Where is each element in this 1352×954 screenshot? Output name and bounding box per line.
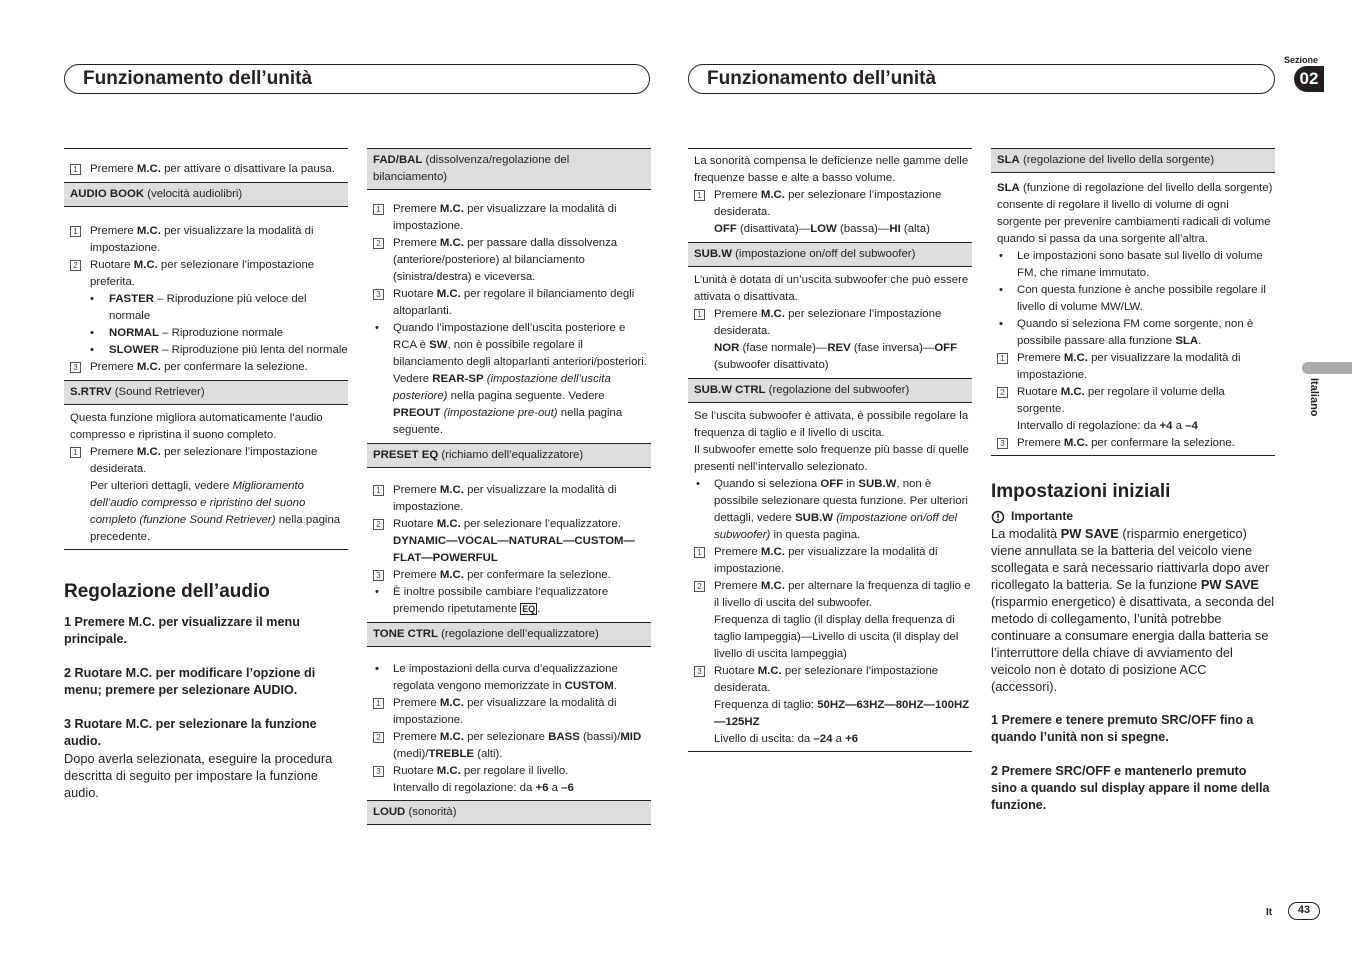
bullet-icon: •	[999, 250, 1003, 262]
step-item: 1 Premere M.C. per visualizzare la modalità di impostazione.	[991, 350, 1275, 384]
paragraph: Dopo averla selezionata, eseguire la procedura descritta di seguito per impostare la funzione audio.	[64, 751, 333, 800]
function-tab-fad-bal: FAD/BAL (dissolvenza/regolazione del bilanciamento)	[367, 148, 651, 190]
list-item: • Le impostazioni sono basate sul livello di volume FM, che rimane immutato.	[991, 248, 1275, 282]
step-item: 1 Premere M.C. per selezionare l’impostazione desiderata. NOR (fase normale)—REV (fase inversa)—OFF (subwoofer disattivato)	[688, 306, 972, 374]
function-tab-sla: SLA (regolazione del livello della sorgente)	[991, 148, 1275, 173]
step-item: 2 Premere M.C. per selezionare BASS (bassi)/MID (medi)/TREBLE (alti).	[367, 729, 651, 763]
function-tab-sub-w-ctrl: SUB.W CTRL (regolazione del subwoofer)	[688, 378, 972, 403]
step-number-icon: 1	[694, 309, 705, 320]
step-number-icon: 3	[997, 438, 1008, 449]
list-item: • NORMAL – Riproduzione normale	[64, 325, 348, 342]
step-item: 3 Ruotare M.C. per selezionare l’impostazione desiderata. Frequenza di taglio: 50HZ—63HZ—80HZ—100HZ—125HZ Livello di uscita: da –24 a +6	[688, 663, 972, 748]
bullet-icon: •	[90, 327, 94, 339]
paragraph: Questa funzione migliora automaticamente l’audio compresso e ripristina il suono completo.	[70, 412, 323, 441]
step-number-icon: 2	[997, 387, 1008, 398]
paragraph: Se l’uscita subwoofer è attivata, è possibile regolare la frequenza di taglio e il livello di uscita.	[694, 410, 969, 439]
step-number-icon: 3	[373, 766, 384, 777]
paragraph: SLA (funzione di regolazione del livello della sorgente) consente di regolare il livello di volume di ogni sorgente per prevenire cambiamenti radicali di volume quando si passa da una sorgente all’altra.	[997, 182, 1273, 245]
step-item: 1 Premere M.C. per visualizzare la modalità di impostazione.	[367, 201, 651, 235]
step-item: 1 Premere M.C. per visualizzare la modalità di impostazione.	[688, 544, 972, 578]
step-item: 3 Premere M.C. per confermare la selezione.	[991, 435, 1275, 452]
step-item: 1 Premere M.C. per visualizzare la modalità di impostazione.	[367, 695, 651, 729]
step-number-icon: 3	[70, 362, 81, 373]
step-number-icon: 3	[694, 666, 705, 677]
list-item: • SLOWER – Riproduzione più lenta del normale	[64, 342, 348, 359]
sezione-label: Sezione	[1284, 55, 1319, 65]
step-number-icon: 1	[70, 226, 81, 237]
bullet-icon: •	[90, 293, 94, 305]
step-item: 3 Ruotare M.C. per regolare il bilanciamento degli altoparlanti.	[367, 286, 651, 320]
step-number-icon: 3	[373, 289, 384, 300]
column-3	[688, 148, 972, 752]
bullet-icon: •	[696, 478, 700, 490]
page-number: 43	[1288, 902, 1320, 920]
list-item: • FASTER – Riproduzione più veloce del normale	[64, 291, 348, 325]
step-number-icon: 1	[70, 447, 81, 458]
function-tab-srtrv: S.RTRV (Sound Retriever)	[64, 380, 348, 405]
list-item: • Le impostazioni della curva d’equalizzazione regolata vengono memorizzate in CUSTOM.	[367, 661, 651, 695]
step-item: 1 Premere M.C. per selezionare l’impostazione desiderata.	[64, 444, 348, 478]
section-number-badge: 02	[1294, 66, 1324, 92]
procedure-step: 1 Premere e tenere premuto SRC/OFF fino a quando l’unità non si spegne.	[991, 713, 1254, 744]
step-item: 1 Premere M.C. per visualizzare la modalità di impostazione.	[367, 482, 651, 516]
step-item: 1 Premere M.C. per visualizzare la modalità di impostazione.	[64, 223, 348, 257]
list-item: • Quando si seleziona FM come sorgente, non è possibile passare alla funzione SLA.	[991, 316, 1275, 350]
step-number-icon: 1	[997, 353, 1008, 364]
column-4	[991, 148, 1275, 814]
step-item: 2 Premere M.C. per alternare la frequenza di taglio e il livello di uscita del subwoofer. Frequenza di taglio (il display della frequenza di taglio lampeggia)—Livello di uscita (il display del livello di uscita lampeggia)	[688, 578, 972, 663]
column-2	[367, 148, 651, 833]
language-label: Italiano	[1308, 378, 1320, 417]
procedure-step: 2 Premere SRC/OFF e mantenerlo premuto sino a quando sul display appare il nome della funzione.	[991, 764, 1270, 812]
paragraph: L’unità è dotata di un’uscita subwoofer che può essere attivata o disattivata.	[694, 274, 969, 303]
list-item: • È inoltre possibile cambiare l’equalizzatore premendo ripetutamente EQ .	[367, 584, 651, 618]
list-item: • Quando l’impostazione dell’uscita posteriore e RCA è SW, non è possibile regolare il bilanciamento degli altoparlanti anteriori/posteriori. Vedere REAR-SP (impostazione dell’uscita posteriore) nella pagina seguente. Vedere PREOUT (impostazione pre-out) nella pagina seguente.	[367, 320, 651, 439]
step-item: 3 Ruotare M.C. per regolare il livello. Intervallo di regolazione: da +6 a –6	[367, 763, 651, 797]
important-icon	[991, 510, 1011, 524]
list-item: • Con questa funzione è anche possibile regolare il livello di volume MW/LW.	[991, 282, 1275, 316]
language-tab	[1302, 362, 1352, 374]
procedure-step: 3 Ruotare M.C. per selezionare la funzione audio.	[64, 717, 317, 748]
eq-button-icon: EQ	[522, 604, 536, 614]
paragraph: La sonorità compensa le deficienze nelle gamme delle frequenze basse e alte a basso volume.	[694, 155, 969, 184]
reference-note: Per ulteriori dettagli, vedere Miglioramento dell’audio compresso e ripristino del suono completo (funzione Sound Retriever) nella pagina precedente.	[90, 480, 341, 543]
function-tab-tone-ctrl: TONE CTRL (regolazione dell’equalizzatore)	[367, 622, 651, 647]
column-1	[64, 148, 348, 801]
step-number-icon: 3	[373, 570, 384, 581]
procedure-step: 1 Premere M.C. per visualizzare il menu principale.	[64, 615, 300, 646]
step-item: 3 Premere M.C. per confermare la selezione.	[367, 567, 651, 584]
step-number-icon: 2	[373, 238, 384, 249]
step-item: 3 Premere M.C. per confermare la selezione.	[64, 359, 348, 376]
important-note-header	[991, 508, 1275, 525]
list-item: • Quando si seleziona OFF in SUB.W, non è possibile selezionare questa funzione. Per ulteriori dettagli, vedere SUB.W (impostazione on/off del subwoofer) in questa pagina.	[688, 476, 972, 544]
step-item: 1 Premere M.C. per selezionare l’impostazione desiderata. OFF (disattivata)—LOW (bassa)—HI (alta)	[688, 187, 972, 238]
step-number-icon: 1	[373, 204, 384, 215]
step-item: 1 Premere M.C. per attivare o disattivare la pausa.	[64, 161, 348, 178]
important-label: Importante	[1011, 509, 1074, 523]
bullet-icon: •	[999, 318, 1003, 330]
page-language: It	[1266, 907, 1273, 918]
heading-regolazione-audio: Regolazione dell’audio	[64, 581, 270, 602]
step-number-icon: 2	[70, 260, 81, 271]
step-item: 2 Ruotare M.C. per regolare il volume della sorgente. Intervallo di regolazione: da +4 a –4	[991, 384, 1275, 435]
step-number-icon: 2	[373, 732, 384, 743]
bullet-icon: •	[375, 322, 379, 334]
function-tab-preset-eq: PRESET EQ (richiamo dell’equalizzatore)	[367, 443, 651, 468]
paragraph: La modalità PW SAVE (risparmio energetico) viene annullata se la batteria del veicolo viene scollegata e sarà necessario riattivarla dopo aver ricollegato la batteria. Se la funzione PW SAVE (risparmio energetico) è disattivata, a seconda del metodo di collegamento, l’unità potrebbe continuare a consumare energia dalla batteria se l’interruttore della chiave di avviamento del veicolo non è dotato di posizione ACC (accessori).	[991, 526, 1275, 694]
function-tab-loud: LOUD (sonorità)	[367, 800, 651, 825]
section-header-right: Funzionamento dell’unità	[688, 64, 1275, 94]
step-item: 2 Premere M.C. per passare dalla dissolvenza (anteriore/posteriore) al bilanciamento (sinistra/destra) e viceversa.	[367, 235, 651, 286]
function-tab-audio-book: AUDIO BOOK (velocità audiolibri)	[64, 182, 348, 207]
bullet-icon: •	[999, 284, 1003, 296]
paragraph: Il subwoofer emette solo frequenze più basse di quelle presenti nell’intervallo selezionato.	[694, 444, 969, 473]
heading-impostazioni-iniziali: Impostazioni iniziali	[991, 481, 1171, 502]
step-number-icon: 1	[694, 190, 705, 201]
step-number-icon: 1	[70, 164, 81, 175]
step-number-icon: 1	[373, 485, 384, 496]
function-tab-sub-w: SUB.W (impostazione on/off del subwoofer)	[688, 242, 972, 267]
step-number-icon: 2	[373, 519, 384, 530]
step-number-icon: 1	[373, 698, 384, 709]
section-header-left: Funzionamento dell’unità	[64, 64, 650, 94]
step-number-icon: 2	[694, 581, 705, 592]
procedure-step: 2 Ruotare M.C. per modificare l’opzione di menu; premere per selezionare AUDIO.	[64, 666, 316, 697]
step-number-icon: 1	[694, 547, 705, 558]
step-item: 2 Ruotare M.C. per selezionare l’impostazione preferita.	[64, 257, 348, 291]
bullet-icon: •	[90, 344, 94, 356]
step-item: 2 Ruotare M.C. per selezionare l’equalizzatore. DYNAMIC—VOCAL—NATURAL—CUSTOM—FLAT—POWERFUL	[367, 516, 651, 567]
bullet-icon: •	[375, 663, 379, 675]
bullet-icon: •	[375, 586, 379, 598]
